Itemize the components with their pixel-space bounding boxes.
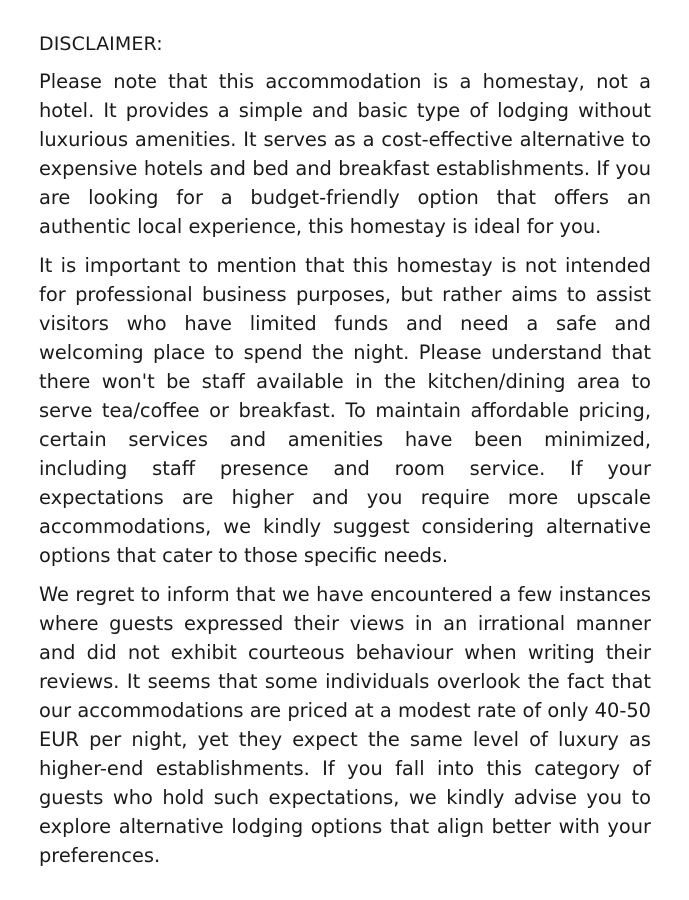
disclaimer-heading: DISCLAIMER: [39,33,163,55]
paragraph-homestay-description: Please note that this accommodation is a homestay, not a hotel. It provides a simple and basic type of lodging without luxurious amenities. It serves as a cost-effective alternative to expensive hotels and bed and breakfast establishments. If you are looking for a budget-friendly option that offers an authentic local experience, this homestay is ideal for you. [39,70,651,238]
paragraph-reviews-and-pricing: We regret to inform that we have encountered a few instances where guests expressed their views in an irrational manner and did not exhibit courteous behaviour when writing their reviews. It seems that some individuals overlook the fact that our accommodations are priced at a modest rate of only 40-50 EUR per night, yet they expect the same level of luxury as higher-end establishments. If you fall into this category of guests who hold such expectations, we kindly advise you to explore alternative lodging options that align better with your preferences. [39,583,651,867]
paragraph-purpose-and-services: It is important to mention that this homestay is not intended for professional business purposes, but rather aims to assist visitors who have limited funds and need a safe and welcoming place to spend the night. Please understand that there won't be staff available in the kitchen/dining area to serve tea/coffee or breakfast. To maintain affordable pricing, certain services and amenities have been minimized, including staff presence and room service. If your expectations are higher and you require more upscale accommodations, we kindly suggest considering alternative options that cater to those specific needs. [39,254,651,567]
